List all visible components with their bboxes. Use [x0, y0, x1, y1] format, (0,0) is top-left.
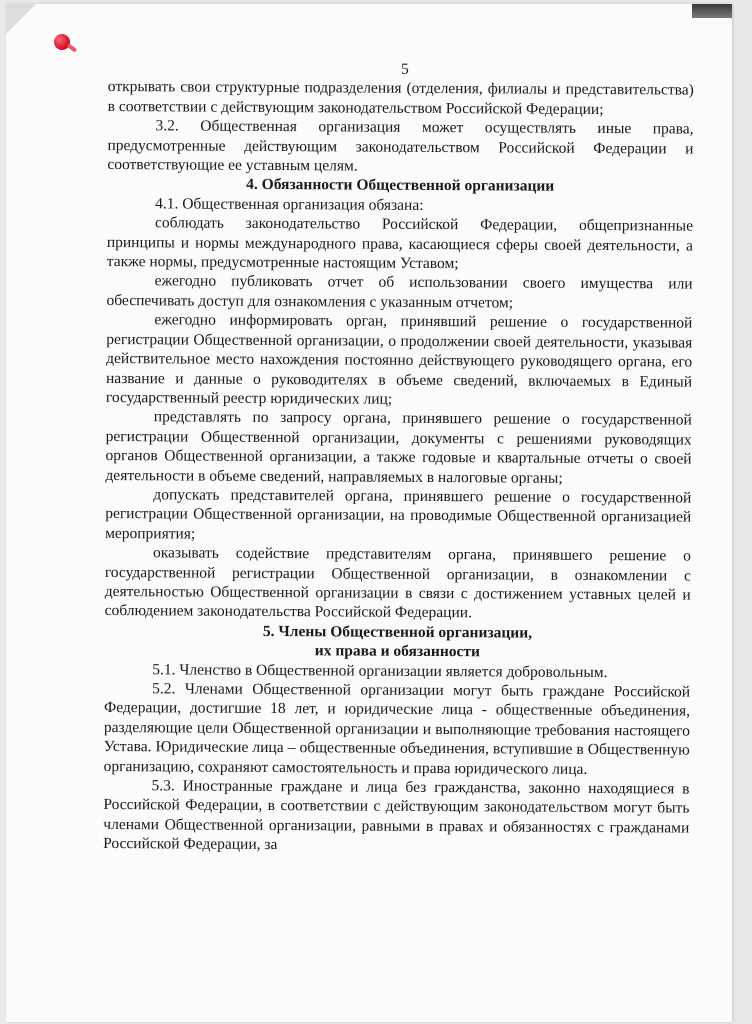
section-5-heading-line-1: 5. Члены Общественной организации,	[262, 622, 533, 642]
paragraph-4-obligation-6: оказывать содействие представителям органа, принявшего решение о государственной регистрации Общественной организации, в ознакомлении с деятельностью Общественной организации в связи с достижением уставных целей и соблюдением законодательства Российской Федерации.	[104, 544, 692, 622]
paragraph-intro-1: открывать свои структурные подразделения (отделения, филиалы и представительства) в соответствии с действующим законодательством Российской Федерации;	[107, 78, 694, 118]
paragraph-5-1: 5.1. Членство в Общественной организации является добровольным.	[152, 660, 608, 681]
page-corner-fold	[6, 4, 36, 34]
paragraph-4-obligation-3: ежегодно информировать орган, принявший решение о государственной регистрации Общественной организации, о продолжении своей деятельности, указывая действительное место нахождения постоянно действующего руководящего органа, его название и данные о руководителях в объеме сведений, включаемых в Единый государственный реестр юридических лиц;	[105, 311, 693, 408]
section-4-heading: 4. Обязанности Общественной организации	[246, 176, 555, 196]
paragraph-4-1: 4.1. Общественная организация обязана:	[155, 195, 424, 214]
page-number: 5	[401, 60, 409, 78]
scan-edge-shadow	[692, 4, 732, 18]
paragraph-5-2: 5.2. Членами Общественной организации могут быть граждане Российской Федерации, достигшие 18 лет, и юридические лица - общественные объединения, разделяющие цели Общественной организации и выполняющие требования настоящего Устава. Юридические лица – общественные объединения, вступившие в Общественную организацию, сохраняют самостоятельность и права юридического лица.	[103, 680, 691, 778]
paragraph-3-2: 3.2. Общественная организация может осуществлять иные права, предусмотренные действующим законодательством Российской Федерации и соответствующие ее уставным целям.	[107, 117, 694, 175]
section-5-heading-line-2: их права и обязанности	[314, 642, 481, 661]
paragraph-4-obligation-1: соблюдать законодательство Российской Федерации, общепризнанные принципы и нормы международного права, касающиеся сферы своей деятельности, а также нормы, предусмотренные настоящим Уставом;	[106, 214, 694, 273]
paragraph-4-obligation-5: допускать представителей органа, принявшего решение о государственной регистрации Общественной организации, на проводимые Общественной организацией мероприятия;	[105, 486, 692, 543]
red-pushpin-icon	[54, 34, 70, 50]
document-text	[103, 58, 694, 857]
paragraph-5-3: 5.3. Иностранные граждане и лица без гражданства, законно находящиеся в Российской Федерации, в соответствии с действующим законодательством могут быть членами Общественной организации, равными в правах и обязанностях с гражданами Российской Федерации, за	[103, 777, 690, 854]
paragraph-4-obligation-2: ежегодно публиковать отчет об использовании своего имущества или обеспечивать доступ для ознакомления с указанным отчетом;	[106, 272, 693, 312]
paragraph-4-obligation-4: представлять по запросу органа, принявшего решение о государственной регистрации Общественной организации, документы с решениями руководящих органов Общественной организации, а также годовые и квартальные отчеты о своей деятельности в объеме сведений, направляемых в налоговые органы;	[105, 408, 692, 487]
